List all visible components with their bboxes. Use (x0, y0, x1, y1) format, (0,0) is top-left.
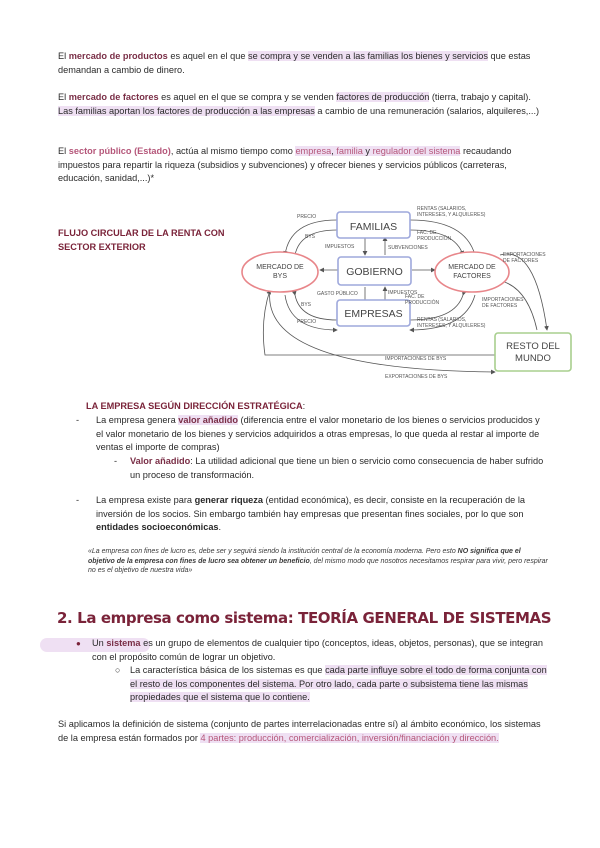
bullet-dash: - (114, 456, 118, 466)
highlight: se compra y se venden a las familias los bienes y servicios (247, 51, 488, 61)
svg-text:MERCADO DE: MERCADO DE (448, 264, 496, 271)
gobierno-label: GOBIERNO (346, 266, 403, 278)
svg-text:IMPORTACIONES: IMPORTACIONES (482, 297, 524, 303)
flujo-circular-title: FLUJO CIRCULAR DE LA RENTA CON SECTOR EXTERIOR (58, 228, 225, 252)
term-sector-publico: sector público (Estado) (68, 146, 171, 156)
resto-mundo-box (495, 333, 571, 371)
bullet-valor-anadido: La empresa genera valor añadido (diferencia entre el valor monetario de los bienes o servicios producidos y el valor monetario de los bienes y servicios adquiridos a otras empresas, lo que queda al restar al importe de ventas el importe de compras) (96, 415, 540, 452)
svg-text:BYS: BYS (272, 273, 288, 280)
definition-sistema: Un sistema es un grupo de elementos de cualquier tipo (conceptos, ideas, objetos, personas), que se integran con el propósito común de lograr un objetivo. (92, 638, 544, 662)
bullet-dash: - (76, 495, 80, 505)
svg-text:FACTORES: FACTORES (453, 273, 491, 280)
section-2-heading: 2. La empresa como sistema: TEORÍA GENERAL DE SISTEMAS (57, 609, 552, 627)
bullet-dash: - (76, 415, 80, 425)
svg-text:INTERESES, Y ALQUILERES): INTERESES, Y ALQUILERES) (417, 212, 486, 218)
paragraph-sector-publico: El sector público (Estado), actúa al mismo tiempo como empresa, familia y regulador del sistema recaudando impuestos para repartir la riqueza (subsidios y subvenciones) y ofrecer bienes y servicios públicos (carreteras, educación, sanidad,...)* (58, 146, 512, 183)
svg-text:IMPUESTOS: IMPUESTOS (325, 244, 355, 250)
mercado-factores-circle (435, 252, 509, 292)
sub-bullet-caracteristica: La característica básica de los sistemas es que cada parte influye sobre el todo de forma conjunta con el resto de los componentes del sistema. Por otro lado, cada parte o subsistema tiene las mismas propiedades que el sistema que lo contiene. (130, 665, 547, 702)
svg-text:SUBVENCIONES: SUBVENCIONES (388, 245, 428, 251)
highlight: 4 partes: producción, comercialización, inversión/financiación y dirección. (200, 732, 499, 743)
svg-text:GASTO PÚBLICO: GASTO PÚBLICO (317, 291, 358, 297)
svg-text:DE FACTORES: DE FACTORES (482, 303, 518, 309)
paragraph-mercado-factores: El mercado de factores es aquel en el que se compra y se venden factores de producción (tierra, trabajo y capital). Las familias aportan los factores de producción a las empresas a cambio de una remuneración (salarios, alquileres,...) (58, 92, 540, 116)
drucker-quote: «La empresa con fines de lucro es, debe ser y seguirá siendo la institución central de la economía moderna. Pero esto NO significa que el objetivo de la empresa con fines de lucro sea obtener un beneficio, del mismo modo que nosotros necesitamos respirar para vivir, pero respirar no es el objetivo de nuestra vida» (88, 548, 548, 574)
svg-text:EXPORTACIONES: EXPORTACIONES (503, 252, 546, 258)
bullet-dot: ● (76, 639, 81, 648)
svg-text:MUNDO: MUNDO (515, 353, 551, 364)
paragraph-sistemas-empresa: Si aplicamos la definición de sistema (conjunto de partes interrelacionadas entre sí) al ámbito económico, los sistemas de la empresa están formados por 4 partes: producción, comercialización, inversión/financiación y dirección. (58, 719, 541, 743)
svg-text:RESTO DEL: RESTO DEL (506, 341, 560, 352)
mercado-bys-circle (242, 252, 318, 292)
svg-text:IMPUESTOS: IMPUESTOS (388, 290, 418, 296)
svg-text:FAC. DE: FAC. DE (405, 294, 425, 300)
bullet-generar-riqueza: La empresa existe para generar riqueza (entidad económica), es decir, consiste en la recuperación de la inversión de los socios. Sin embargo también hay empresas que presentan fines sociales, por lo que son entidades socioeconómicas. (96, 495, 525, 532)
svg-text:MERCADO DE: MERCADO DE (256, 264, 304, 271)
familias-label: FAMILIAS (349, 221, 398, 233)
circular-flow-diagram (235, 200, 580, 390)
svg-text:DE FACTORES: DE FACTORES (503, 258, 539, 264)
highlight: factores de producción (336, 92, 430, 102)
sub-bullet-valor-anadido: Valor añadido: La utilidad adicional que tiene un bien o servicio como consecuencia de haber sufrido un proceso de transformación. (130, 456, 544, 480)
paragraph-mercado-productos: El mercado de productos es aquel en el que se compra y se venden a las familias los bienes y servicios que estas demandan a cambio de dinero. (58, 51, 531, 75)
empresa-direccion-title: LA EMPRESA SEGÚN DIRECCIÓN ESTRATÉGICA: (86, 401, 306, 411)
svg-text:RENTAS (SALARIOS,: RENTAS (SALARIOS, (417, 317, 467, 323)
svg-text:FAC. DE: FAC. DE (417, 230, 437, 236)
svg-text:PRODUCCIÓN: PRODUCCIÓN (417, 236, 452, 242)
term-mercado-factores: mercado de factores (68, 92, 159, 102)
highlight: Las familias aportan los factores de producción a las empresas (58, 105, 315, 116)
empresas-label: EMPRESAS (344, 308, 403, 320)
bullet-circle: ○ (115, 665, 121, 675)
svg-text:RENTAS (SALARIOS,: RENTAS (SALARIOS, (417, 206, 467, 212)
svg-text:PRECIO: PRECIO (297, 319, 317, 325)
svg-text:IMPORTACIONES DE BYS: IMPORTACIONES DE BYS (385, 356, 447, 362)
svg-text:INTERESES, Y ALQUILERES): INTERESES, Y ALQUILERES) (417, 323, 486, 329)
term-mercado-productos: mercado de productos (68, 51, 168, 61)
svg-text:PRODUCCIÓN: PRODUCCIÓN (405, 300, 440, 306)
highlight: cada parte influye sobre el todo de forma conjunta con el resto de los componentes del sistema. Por otro lado, cada parte o subsistema tiene las mismas propiedades que el sistema que lo contiene. (130, 665, 547, 702)
svg-text:PRECIO: PRECIO (297, 214, 317, 220)
svg-text:EXPORTACIONES DE BYS: EXPORTACIONES DE BYS (385, 374, 448, 380)
svg-text:BYS: BYS (305, 234, 316, 240)
svg-text:BYS: BYS (301, 302, 312, 308)
